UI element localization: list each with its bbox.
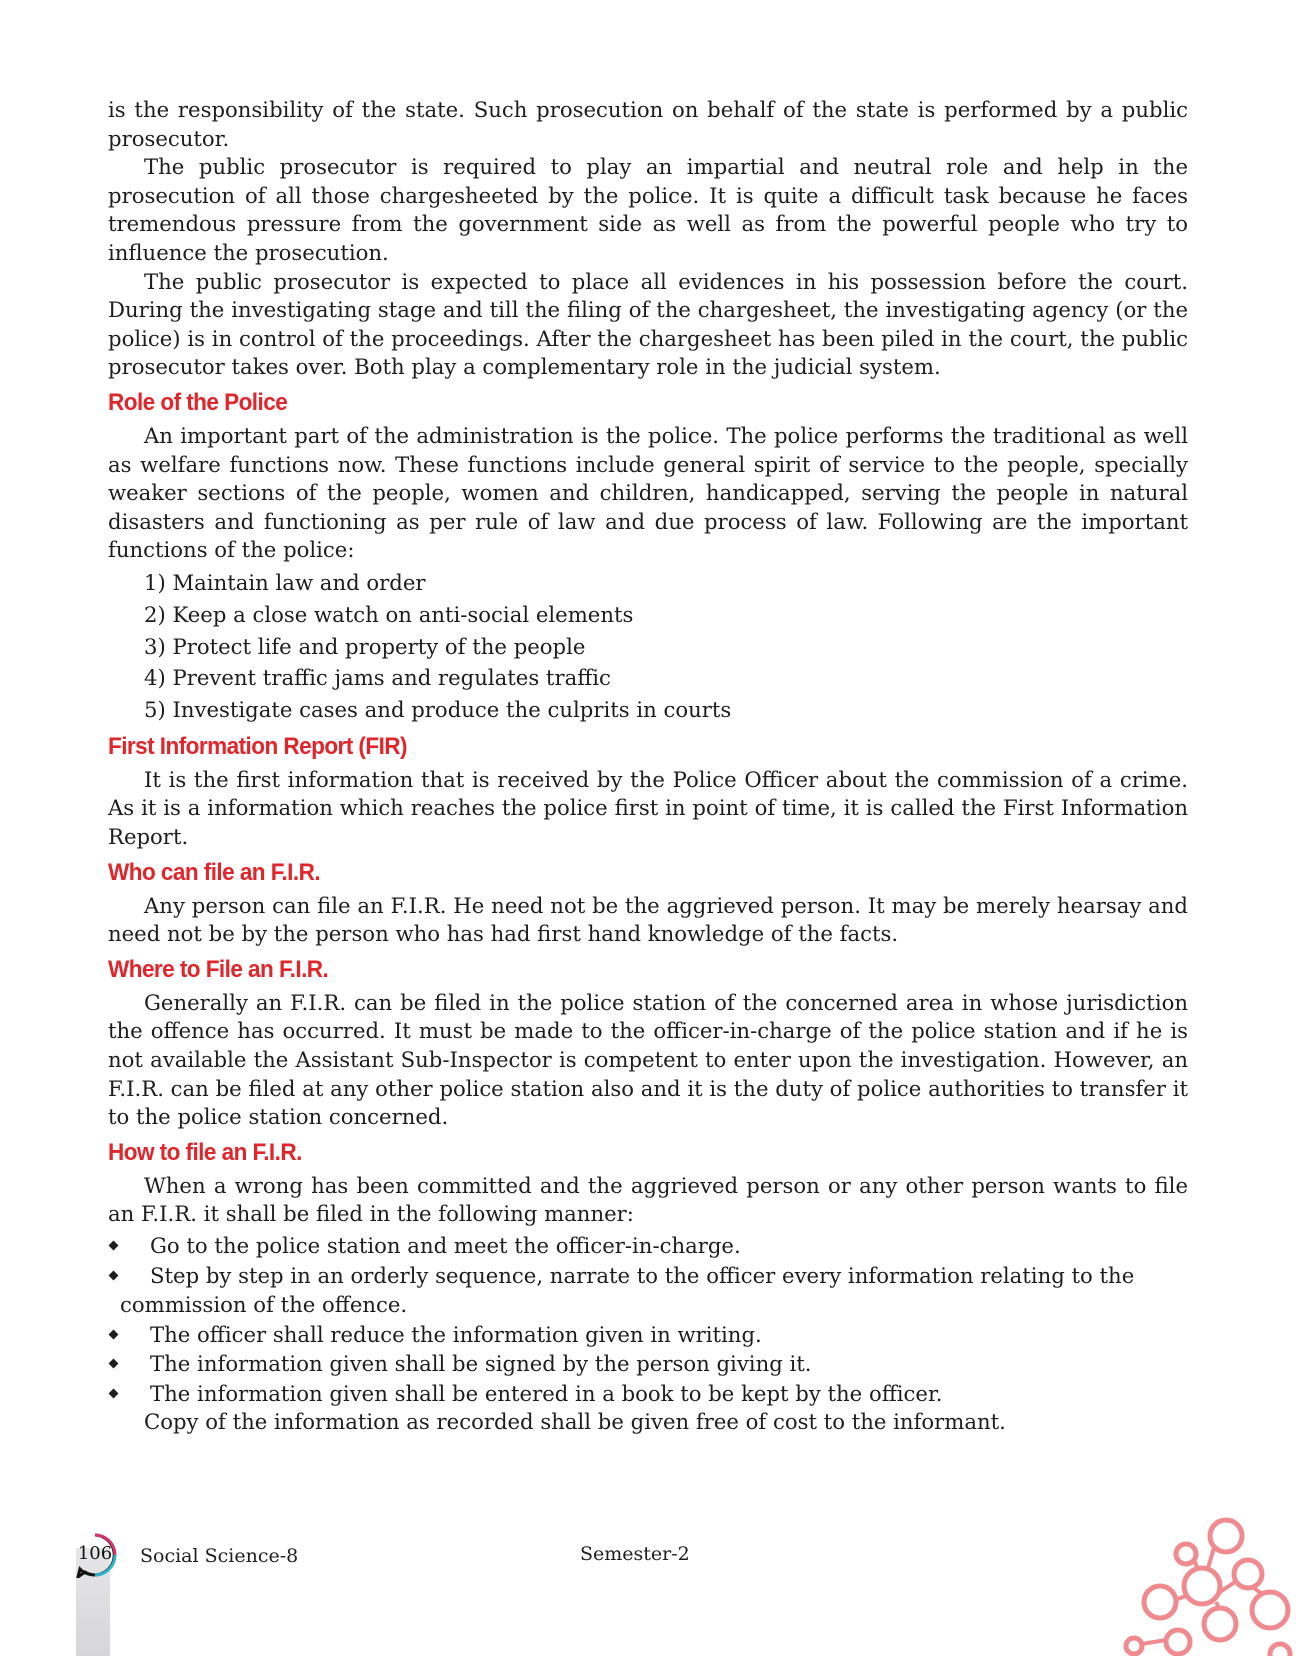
footer-book-title: Social Science-8 [140, 1545, 299, 1567]
step-text: The information given shall be signed by the person giving it. [150, 1351, 812, 1377]
step-text: The information given shall be entered in a book to be kept by the officer. [150, 1380, 943, 1406]
heading-where-to-file: Where to File an F.I.R. [108, 955, 329, 983]
intro-paragraph-3: The public prosecutor is expected to place all evidences in his possession before the court. During the investigating stage and till the filing of the chargesheet, the investigating agency (or the police) is in control of the proceedings. After the chargesheet has been piled in the court, the public prosecutor takes over. Both play a complementary role in the judicial system. [108, 268, 1188, 380]
list-item [108, 1379, 1188, 1409]
step-text: The officer shall reduce the information given in writing. [150, 1321, 762, 1347]
diamond-bullet-icon [109, 1270, 119, 1280]
list-item [108, 1261, 1188, 1320]
list-item: 1) Maintain law and order [144, 569, 426, 595]
heading-fir: First Information Report (FIR) [108, 732, 407, 760]
step-text: Step by step in an orderly sequence, narrate to the officer every information relating to the [150, 1262, 1135, 1288]
list-item [108, 1231, 1188, 1261]
fir-paragraph: It is the first information that is received by the Police Officer about the commission of a crime. As it is a information which reaches the police first in point of time, it is called the First Information Report. [108, 766, 1188, 850]
list-item [108, 1320, 1188, 1350]
diamond-bullet-icon [109, 1329, 119, 1339]
heading-role-of-police: Role of the Police [108, 388, 288, 416]
list-item: 2) Keep a close watch on anti-social elements [144, 601, 634, 627]
heading-how-to-file: How to file an F.I.R. [108, 1138, 302, 1166]
list-item: 5) Investigate cases and produce the culprits in courts [144, 697, 732, 723]
how-steps-list [108, 1231, 1188, 1408]
where-paragraph: Generally an F.I.R. can be filed in the police station of the concerned area in whose jurisdiction the offence has occurred. It must be made to the officer-in-charge of the police station and if he is not available the Assistant Sub-Inspector is competent to enter upon the investigation. However, an F.I.R. can be filed at any other police station also and it is the duty of police authorities to transfer it to the police station concerned. [108, 989, 1188, 1130]
how-paragraph: When a wrong has been committed and the aggrieved person or any other person wants to file an F.I.R. it shall be filed in the following manner: [108, 1172, 1188, 1227]
who-paragraph: Any person can file an F.I.R. He need not be the aggrieved person. It may be merely hearsay and need not be by the person who has had first hand knowledge of the facts. [108, 892, 1188, 947]
decorative-bubbles-icon [1120, 1514, 1296, 1656]
list-item [108, 1349, 1188, 1379]
step-text: Go to the police station and meet the officer-in-charge. [150, 1233, 741, 1259]
step-text-continuation: commission of the offence. [120, 1292, 408, 1318]
intro-paragraph-2: The public prosecutor is required to play an impartial and neutral role and help in the prosecution of all those chargesheeted by the police. It is quite a difficult task because he faces tremendous pressure from the government side as well as from the powerful people who try to influence the prosecution. [108, 154, 1188, 265]
closing-paragraph: Copy of the information as recorded shall be given free of cost to the informant. [144, 1409, 1006, 1435]
heading-who-can-file: Who can file an F.I.R. [108, 858, 321, 886]
footer-semester: Semester-2 [580, 1543, 690, 1565]
list-item: 3) Protect life and property of the people [144, 633, 586, 659]
list-item: 4) Prevent traffic jams and regulates traffic [144, 665, 611, 691]
page-content [108, 96, 1188, 1437]
diamond-bullet-icon [109, 1388, 119, 1398]
page-number: 106 [77, 1543, 113, 1564]
police-functions-list [108, 567, 1188, 726]
diamond-bullet-icon [109, 1241, 119, 1251]
police-paragraph: An important part of the administration is the police. The police performs the traditional as well as welfare functions now. These functions include general spirit of service to the people, specially weaker sections of the people, women and children, handicapped, serving the people in natural disasters and functioning as per rule of law and due process of law. Following are the important functions of the police: [108, 422, 1188, 563]
intro-paragraph-1: is the responsibility of the state. Such prosecution on behalf of the state is performed by a public prosecutor. [108, 97, 1188, 151]
diamond-bullet-icon [109, 1359, 119, 1369]
